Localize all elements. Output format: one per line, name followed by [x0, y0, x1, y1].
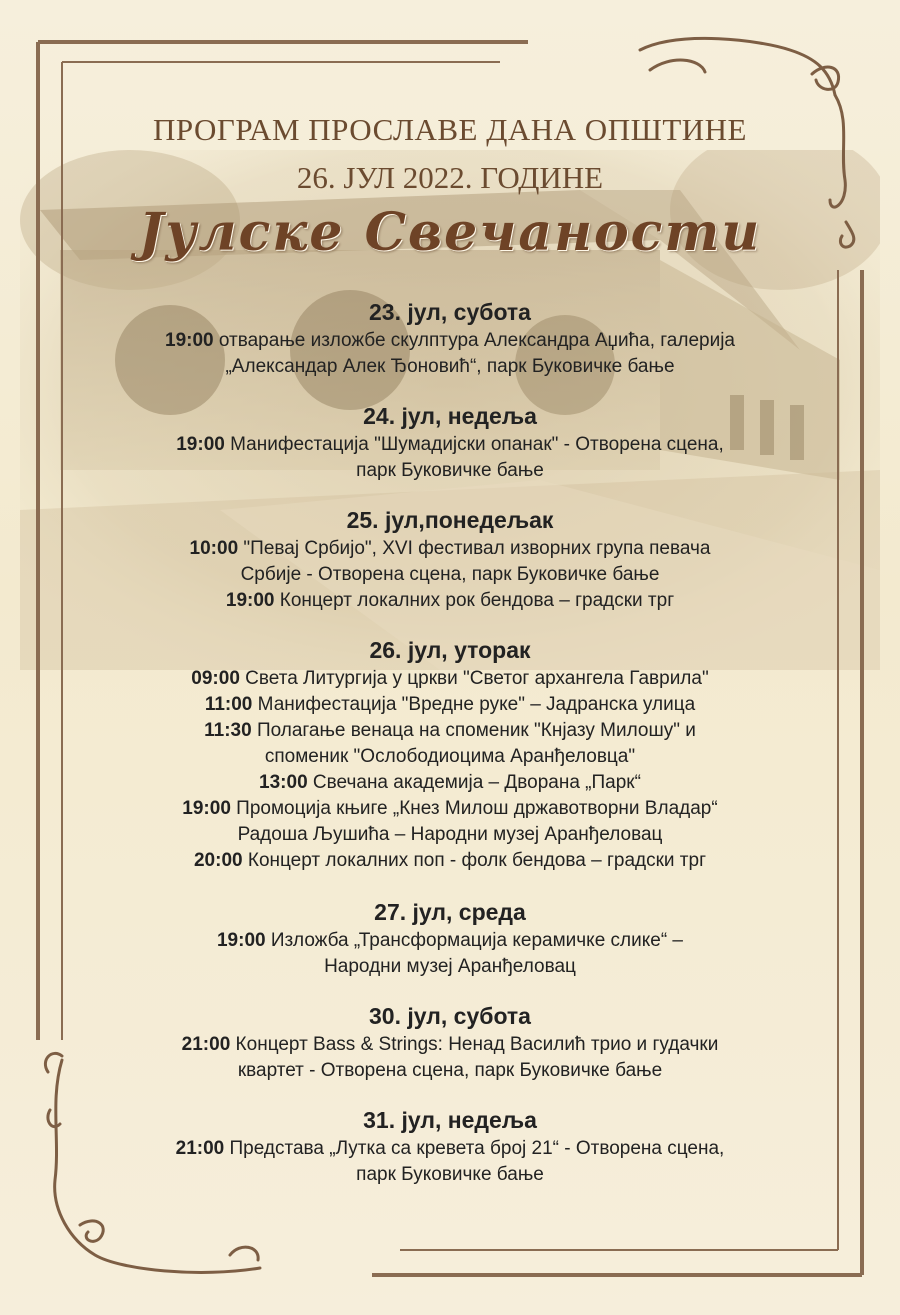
event-text: Света Литургија у цркви "Светог архангела Гаврила": [239, 668, 709, 689]
event-time: 19:00: [216, 930, 266, 951]
event-text: Концерт локалних рок бендова – градски трг: [274, 590, 675, 611]
event-text: парк Буковичке бање: [356, 460, 544, 481]
event-text: Представа „Лутка са кревета број 21“ - Отворена сцена,: [224, 1138, 725, 1159]
event-text: Изложба „Трансформација керамичке слике“ –: [265, 930, 683, 951]
day-heading: 27. јул, среда: [374, 899, 526, 925]
event-time: 11:00: [204, 694, 253, 715]
event-text: Свечана академија – Дворана „Парк“: [307, 772, 641, 793]
event-line: [0, 770, 900, 796]
event-text: Концерт Bass & Strings: Ненад Василић трио и гудачки: [230, 1034, 719, 1055]
event-text: квартет - Отворена сцена, парк Буковичке бање: [237, 1060, 663, 1081]
event-text: "Певај Србијо", XVI фестивал изворних група певача: [238, 538, 711, 559]
day-section: [0, 1104, 900, 1188]
day-heading: 25. јул,понедељак: [346, 507, 554, 533]
day-section: [0, 1000, 900, 1084]
event-line: [0, 692, 900, 718]
event-line: [0, 432, 900, 458]
day-section: [0, 400, 900, 484]
event-text: Народни музеј Аранђеловац: [324, 956, 576, 977]
day-heading: 24. јул, недеља: [363, 403, 537, 429]
event-line: [0, 1058, 900, 1084]
event-text: Манифестација "Шумадијски опанак" - Отворена сцена,: [224, 434, 724, 455]
event-text: Промоција књиге „Кнез Милош државотворни Владар“: [230, 798, 718, 819]
event-time: 19:00: [182, 798, 231, 819]
event-line: [0, 954, 900, 980]
event-line: [0, 354, 900, 380]
event-time: 10:00: [189, 538, 239, 559]
event-time: 19:00: [176, 434, 225, 455]
event-time: 19:00: [165, 330, 214, 351]
event-line: [0, 458, 900, 484]
header: [0, 112, 900, 263]
event-text: „Александар Алек Ђоновић“, парк Буковичке бање: [225, 356, 675, 377]
event-time: 11:30: [204, 720, 252, 741]
event-line: [0, 1162, 900, 1188]
day-heading: 23. јул, субота: [369, 299, 531, 325]
event-text: Концерт локалних поп - фолк бендова – градски трг: [242, 850, 706, 871]
day-section: [0, 634, 900, 874]
event-text: Србије - Отворена сцена, парк Буковичке бање: [240, 564, 660, 585]
event-line: [0, 1032, 900, 1058]
event-line: [0, 822, 900, 848]
event-line: [0, 928, 900, 954]
event-text: отварање изложбе скулптура Александра Аџића, галерија: [213, 330, 735, 351]
event-time: 19:00: [225, 590, 275, 611]
day-heading: 30. јул, субота: [369, 1003, 531, 1029]
event-line: [0, 1136, 900, 1162]
event-line: [0, 744, 900, 770]
event-text: Полагање венаца на споменик "Кнјазу Милошу" и: [251, 720, 696, 741]
program-title: ПРОГРАМ ПРОСЛАВЕ ДАНА ОПШТИНЕ: [153, 112, 747, 147]
event-line: [0, 536, 900, 562]
event-time: 20:00: [193, 850, 243, 871]
day-heading: 26. јул, уторак: [369, 637, 531, 663]
day-section: [0, 896, 900, 980]
event-time: 21:00: [181, 1034, 231, 1055]
date-title: 26. ЈУЛ 2022. ГОДИНЕ: [296, 160, 604, 195]
event-line: [0, 718, 900, 744]
event-time: 09:00: [191, 668, 240, 689]
day-section: [0, 296, 900, 380]
event-text: Манифестација "Вредне руке" – Јадранска улица: [252, 694, 696, 715]
event-text: споменик "Ослободиоцима Аранђеловца": [264, 746, 636, 767]
event-time: 21:00: [175, 1138, 225, 1159]
event-text: Радоша Љушића – Народни музеј Аранђеловац: [237, 824, 663, 845]
day-heading: 31. јул, недеља: [363, 1107, 537, 1133]
event-name-title: Јулске Свечаности: [138, 202, 762, 263]
event-line: [0, 562, 900, 588]
event-line: [0, 796, 900, 822]
event-line: [0, 328, 900, 354]
program-schedule: [0, 296, 900, 1188]
event-text: парк Буковичке бање: [356, 1164, 544, 1185]
event-time: 13:00: [259, 772, 308, 793]
day-section: [0, 504, 900, 614]
event-line: [0, 588, 900, 614]
event-line: [0, 848, 900, 874]
event-line: [0, 666, 900, 692]
